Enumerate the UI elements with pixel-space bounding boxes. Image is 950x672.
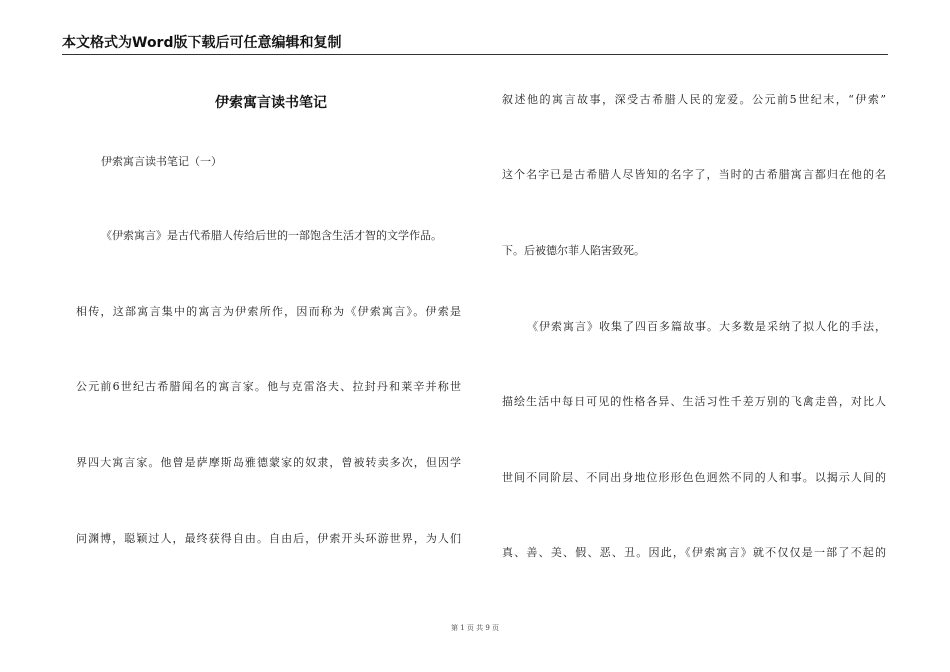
document-header: 本文格式为Word版下载后可任意编辑和复制 (62, 35, 342, 51)
right-paragraph-line: 这个名字已是古希腊人尽皆知的名字了，当时的古希腊寓言都归在他的名 (502, 168, 886, 181)
left-paragraph-line: 相传，这部寓言集中的寓言为伊索所作，因而称为《伊索寓言》。伊索是 (76, 305, 461, 318)
right-paragraph-line: 真、善、美、假、恶、丑。因此，《伊索寓言》就不仅仅是一部了不起的 (502, 546, 886, 559)
section-subtitle: 伊索寓言读书笔记（一） (101, 155, 222, 168)
document-title: 伊索寓言读书笔记 (215, 95, 327, 111)
right-paragraph-line: 《伊索寓言》收集了四百多篇故事。大多数是采纳了拟人化的手法， (527, 320, 886, 333)
left-paragraph-line: 《伊索寓言》是古代希腊人传给后世的一部饱含生活才智的文学作品。 (101, 229, 442, 242)
left-paragraph-line: 公元前6世纪古希腊闻名的寓言家。他与克雷洛夫、拉封丹和莱辛并称世 (76, 380, 461, 393)
right-paragraph-line: 描绘生活中每日可见的性格各异、生活习性千差万别的飞禽走兽，对比人 (502, 395, 886, 408)
right-paragraph-line: 下。后被德尔菲人陷害致死。 (502, 244, 645, 257)
header-divider (62, 54, 888, 55)
page-number: 第 1 页 共 9 页 (450, 624, 500, 632)
right-paragraph-line: 叙述他的寓言故事，深受古希腊人民的宠爱。公元前5世纪末，“伊索” (502, 93, 886, 106)
right-paragraph-line: 世间不同阶层、不同出身地位形形色色迥然不同的人和事。以揭示人间的 (502, 471, 886, 484)
left-paragraph-line: 界四大寓言家。他曾是萨摩斯岛雅德蒙家的奴隶，曾被转卖多次，但因学 (76, 456, 461, 469)
left-paragraph-line: 问渊博，聪颖过人，最终获得自由。自由后，伊索开头环游世界，为人们 (76, 532, 461, 545)
